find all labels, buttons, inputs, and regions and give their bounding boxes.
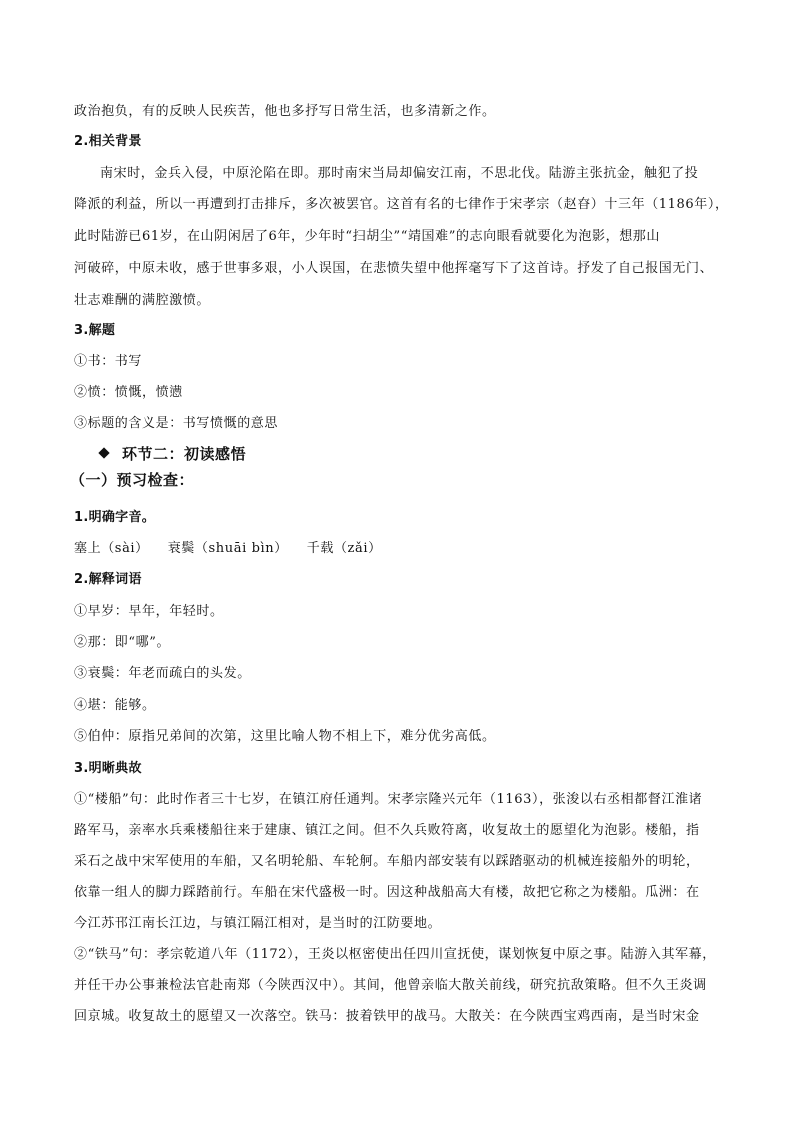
list-item: ⑤伯仲：原指兄弟间的次第，这里比喻人物不相上下，难分优劣高低。 [74,729,496,744]
text-line: 塞上（sài） 衰鬓（shuāi bìn） 千载（zǎi） [74,541,382,556]
subheading-pronunciation: 1.明确字音。 [74,510,156,525]
text-line: 河破碎，中原未收，感于世事多艰，小人误国，在悲愤失望中他挥毫写下了这首诗。抒发了自己报国无门、 [74,261,714,276]
text-line: 采石之战中宋军使用的车船，又名明轮船、车轮舸。车船内部安装有以踩踏驱动的机械连接船外的明轮， [74,854,700,869]
subheading-vocabulary: 2.解释词语 [74,572,142,587]
text-line: 降派的利益，所以一再遭到打击排斥，多次被罢官。这首有名的七律作于宋孝宗（赵昚）十三年（1186年）， [74,197,729,212]
list-item: ③衰鬓：年老而疏白的头发。 [74,666,251,681]
list-item: ③标题的含义是：书写愤慨的意思 [74,416,279,431]
text-line: 政治抱负，有的反映人民疾苦，他也多抒写日常生活，也多清新之作。 [74,104,496,119]
text-line: 南宋时，金兵入侵，中原沦陷在即。那时南宋当局却偏安江南，不思北伐。陆游主张抗金，触犯了投 [100,166,699,181]
subheading-allusions: 3.明晰典故 [74,761,142,776]
text-line: ①“楼船”句：此时作者三十七岁，在镇江府任通判。宋孝宗隆兴元年（1163），张浚以右丞相都督江淮诸 [74,792,703,807]
subheading-background: 2.相关背景 [74,134,142,149]
list-item: ④堪：能够。 [74,698,156,713]
subheading-title-explanation: 3.解题 [74,323,116,338]
text-line: 今江苏邗江南长江边，与镇江隔江相对，是当时的江防要地。 [74,916,442,931]
section-heading-text: 环节二：初读感悟 [122,445,247,463]
list-item: ①书：书写 [74,354,143,369]
list-item: ①早岁：早年，年轻时。 [74,604,224,619]
text-line: 此时陆游已61岁，在山阴闲居了6年，少年时“扫胡尘”“靖国难”的志向眼看就要化为泡影，想那山 [74,229,660,244]
list-item: ②那：即“哪”。 [74,635,171,650]
text-line: 依靠一组人的脚力踩踏前行。车船在宋代盛极一时。因这种战船高大有楼，故把它称之为楼船。瓜洲：在 [74,885,700,900]
text-line: 路军马，亲率水兵乘楼船往来于建康、镇江之间。但不久兵败符离，收复故土的愿望化为泡影。楼船，指 [74,823,700,838]
list-item: ②愤：愤慨，愤懑 [74,385,183,400]
text-line: 壮志难酬的满腔激愤。 [74,293,211,308]
text-line: ②“铁马”句：孝宗乾道八年（1172），王炎以枢密使出任四川宣抚使，谋划恢复中原之事。陆游入其军幕， [74,947,716,962]
section-heading-step-two [100,445,760,463]
diamond-bullet-icon [98,447,109,458]
text-line: 并任干办公事兼检法官赴南郑（今陕西汉中）。其间，他曾亲临大散关前线，研究抗敌策略。但不久王炎调 [74,978,707,993]
section-heading-preview-check: （一）预习检查： [70,471,195,489]
text-line: 回京城。收复故土的愿望又一次落空。铁马：披着铁甲的战马。大散关：在今陕西宝鸡西南，是当时宋金 [74,1009,700,1024]
